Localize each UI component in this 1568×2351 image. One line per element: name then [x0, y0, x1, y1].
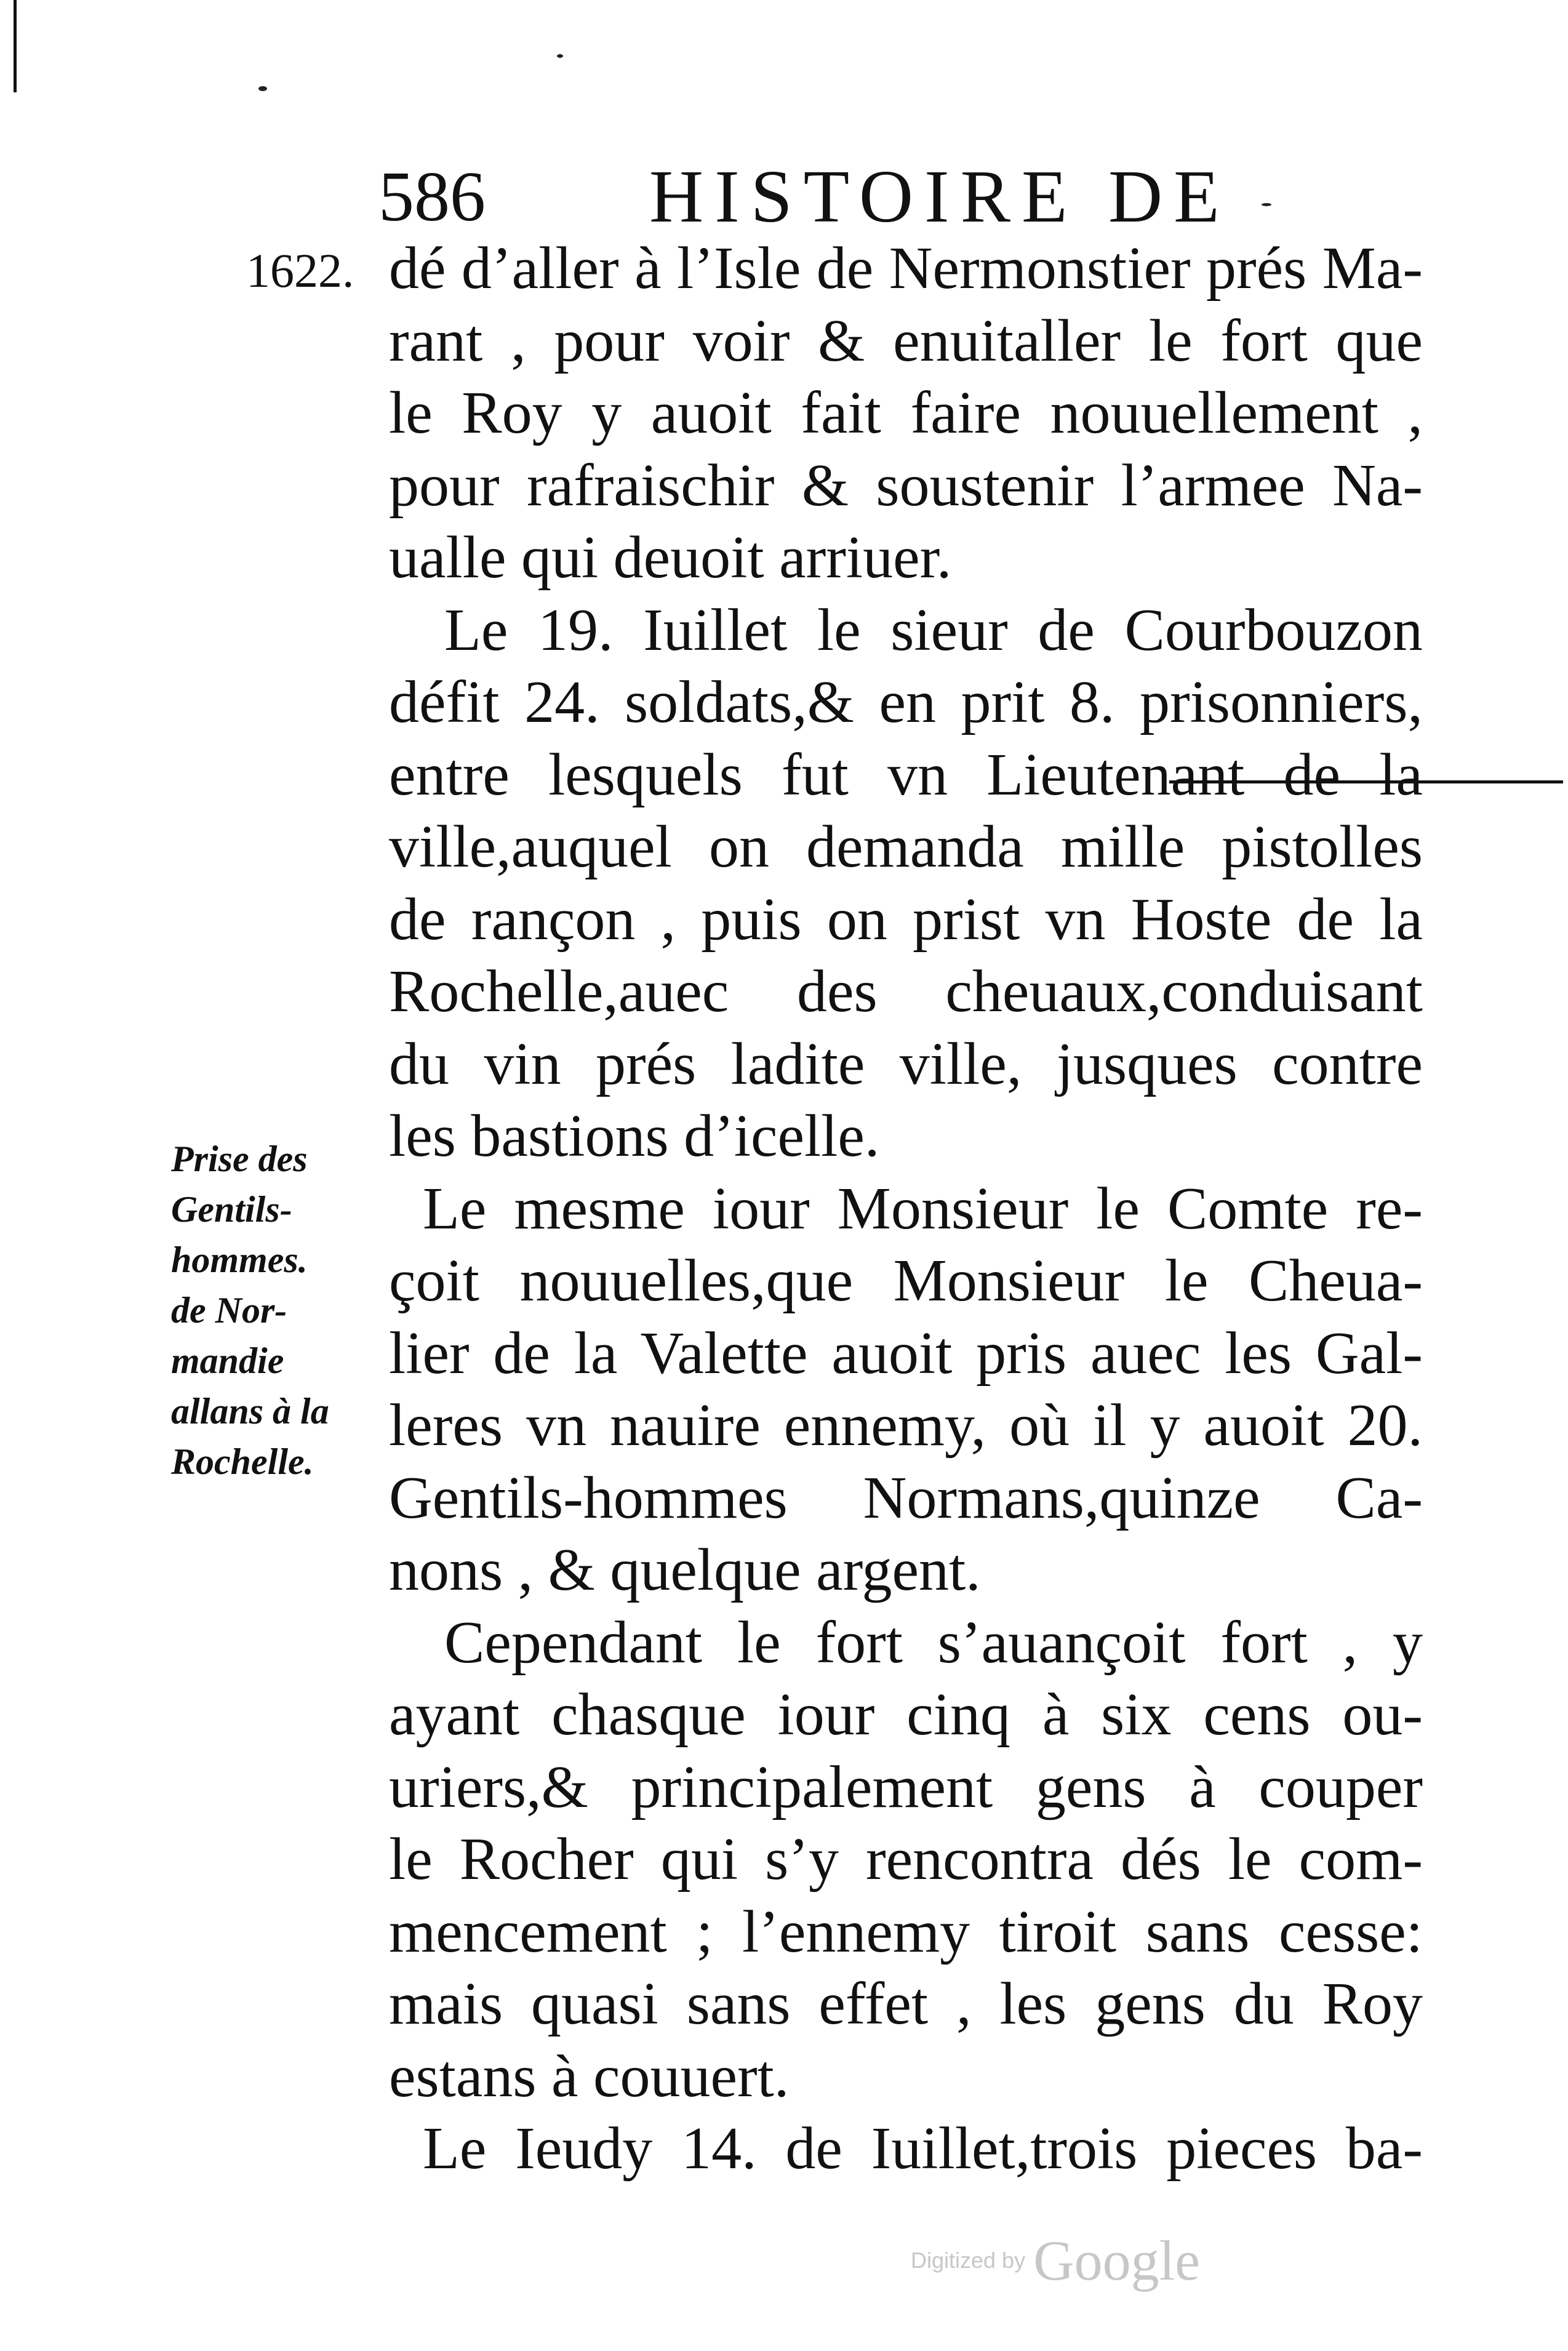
margin-note-line: Rochelle.: [171, 1441, 314, 1482]
running-title: HISTOIRE DE: [649, 155, 1231, 238]
text-line: Cependant le fort s’auançoit fort , y: [444, 1609, 1423, 1676]
text-line: Le mesme iour Monsieur le Comte re-: [423, 1175, 1423, 1242]
text-line: Rochelle,auec des cheuaux,conduisant: [389, 958, 1423, 1025]
ink-speck: [258, 86, 267, 91]
watermark-label: Digitized by: [911, 2248, 1026, 2273]
text-line: ville,auquel on demanda mille pistolles: [389, 814, 1423, 880]
text-line: ualle qui deuoit arriuer.: [389, 524, 952, 591]
text-line: nons , & quelque argent.: [389, 1537, 981, 1603]
text-line: de rançon , puis on prist vn Hoste de la: [389, 886, 1423, 953]
text-line: mencement ; l’ennemy tiroit sans cesse:: [389, 1898, 1423, 1965]
text-line: le Roy y auoit fait faire nouuellement ,: [389, 380, 1423, 446]
text-line: uriers,& principalement gens à couper: [389, 1753, 1423, 1820]
text-line: rant , pour voir & enuitaller le fort que: [389, 307, 1423, 374]
text-line: du vin prés ladite ville, jusques contre: [389, 1030, 1423, 1097]
text-line: lier de la Valette auoit pris auec les Gal-: [389, 1320, 1423, 1387]
text-line: ayant chasque iour cinq à six cens ou-: [389, 1681, 1423, 1748]
text-line: le Rocher qui s’y rencontra dés le com-: [389, 1826, 1423, 1892]
ink-speck: [557, 54, 563, 58]
text-line: Gentils-hommes Normans,quinze Ca-: [389, 1464, 1423, 1531]
text-line: les bastions d’icelle.: [389, 1103, 880, 1169]
text-line: défit 24. soldats,& en prit 8. prisonniers,: [389, 669, 1423, 735]
text-line: mais quasi sans effet , les gens du Roy: [389, 1971, 1423, 2037]
margin-note-line: de Nor-: [171, 1290, 287, 1331]
text-line: Le 19. Iuillet le sieur de Courbouzon: [444, 596, 1423, 663]
text-line: pour rafraischir & soustenir l’armee Na-: [389, 452, 1423, 519]
body-text: [389, 233, 1423, 2185]
margin-year: 1622.: [246, 244, 354, 297]
margin-note-line: mandie: [171, 1340, 284, 1381]
text-line: estans à couuert.: [389, 2043, 790, 2110]
text-line: dé d’aller à l’Isle de Nermonstier prés Ma-: [389, 235, 1423, 302]
page-number: 586: [378, 158, 486, 236]
text-line: entre lesquels fut vn Lieutenant de la: [389, 741, 1423, 808]
digitized-watermark: [911, 2228, 1200, 2296]
binding-edge: [14, 0, 17, 92]
google-logo: Google: [1033, 2229, 1201, 2292]
text-line: çoit nouuelles,que Monsieur le Cheua-: [389, 1248, 1423, 1314]
margin-note-line: Gentils-: [171, 1189, 292, 1230]
margin-note-line: hommes.: [171, 1240, 308, 1280]
text-line: leres vn nauire ennemy, où il y auoit 20.: [389, 1392, 1423, 1459]
margin-note-line: Prise des: [171, 1139, 308, 1179]
margin-note: [171, 1134, 380, 1487]
text-line: Le Ieudy 14. de Iuillet,trois pieces ba-: [423, 2115, 1423, 2182]
margin-note-line: allans à la: [171, 1391, 329, 1432]
